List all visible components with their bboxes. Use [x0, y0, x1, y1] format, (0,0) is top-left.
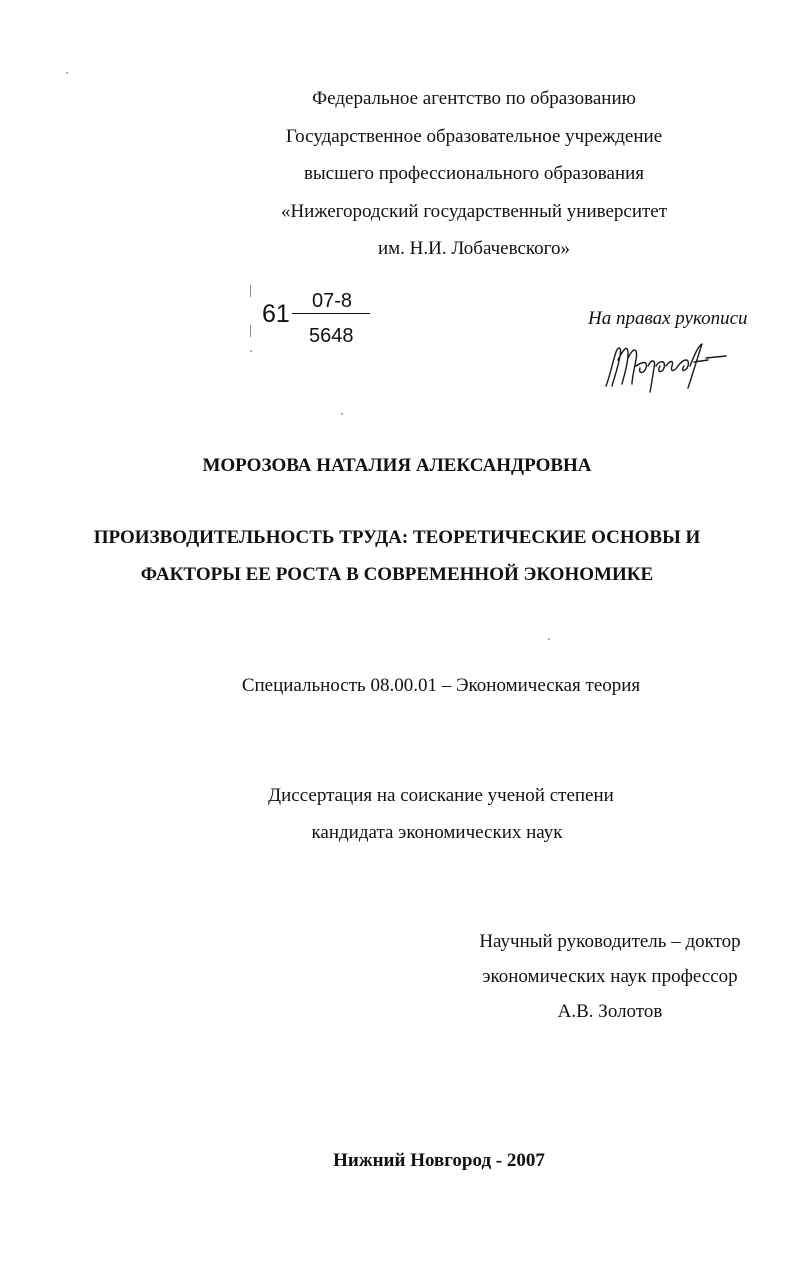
catalog-prefix: 61 [262, 300, 290, 328]
supervisor-name: А.В. Золотов [557, 1001, 663, 1022]
scan-speck [341, 413, 343, 415]
scan-mark [250, 325, 251, 337]
degree-line-1: Диссертация на соискание ученой степени [268, 785, 614, 806]
supervisor-line-2: экономических наук профессор [482, 966, 738, 987]
scan-speck [250, 350, 252, 352]
header-line-4: «Нижегородский государственный университет [280, 201, 668, 222]
city-year: Нижний Новгород - 2007 [333, 1150, 545, 1171]
scan-speck [66, 72, 68, 74]
catalog-number [262, 290, 382, 350]
dissertation-title-line-2: ФАКТОРЫ ЕЕ РОСТА В СОВРЕМЕННОЙ ЭКОНОМИКЕ [140, 564, 654, 585]
manuscript-rights-label: На правах рукописи [588, 308, 748, 329]
catalog-numerator: 07-8 [312, 290, 353, 312]
catalog-denominator: 5648 [309, 325, 354, 347]
author-signature [598, 336, 728, 396]
catalog-fraction-bar [292, 313, 370, 314]
header-line-3: высшего профессионального образования [303, 163, 645, 184]
author-name: МОРОЗОВА НАТАЛИЯ АЛЕКСАНДРОВНА [202, 455, 592, 476]
supervisor-line-1: Научный руководитель – доктор [479, 931, 741, 952]
header-line-5: им. Н.И. Лобачевского» [377, 238, 570, 259]
header-line-1: Федеральное агентство по образованию [312, 88, 636, 109]
header-line-2: Государственное образовательное учреждение [285, 126, 663, 147]
scan-speck [548, 638, 550, 640]
specialty-line: Специальность 08.00.01 – Экономическая теория [241, 675, 641, 696]
scan-mark [250, 285, 251, 297]
dissertation-title-line-1: ПРОИЗВОДИТЕЛЬНОСТЬ ТРУДА: ТЕОРЕТИЧЕСКИЕ ОСНОВЫ И [93, 527, 701, 548]
degree-line-2: кандидата экономических наук [311, 822, 563, 843]
